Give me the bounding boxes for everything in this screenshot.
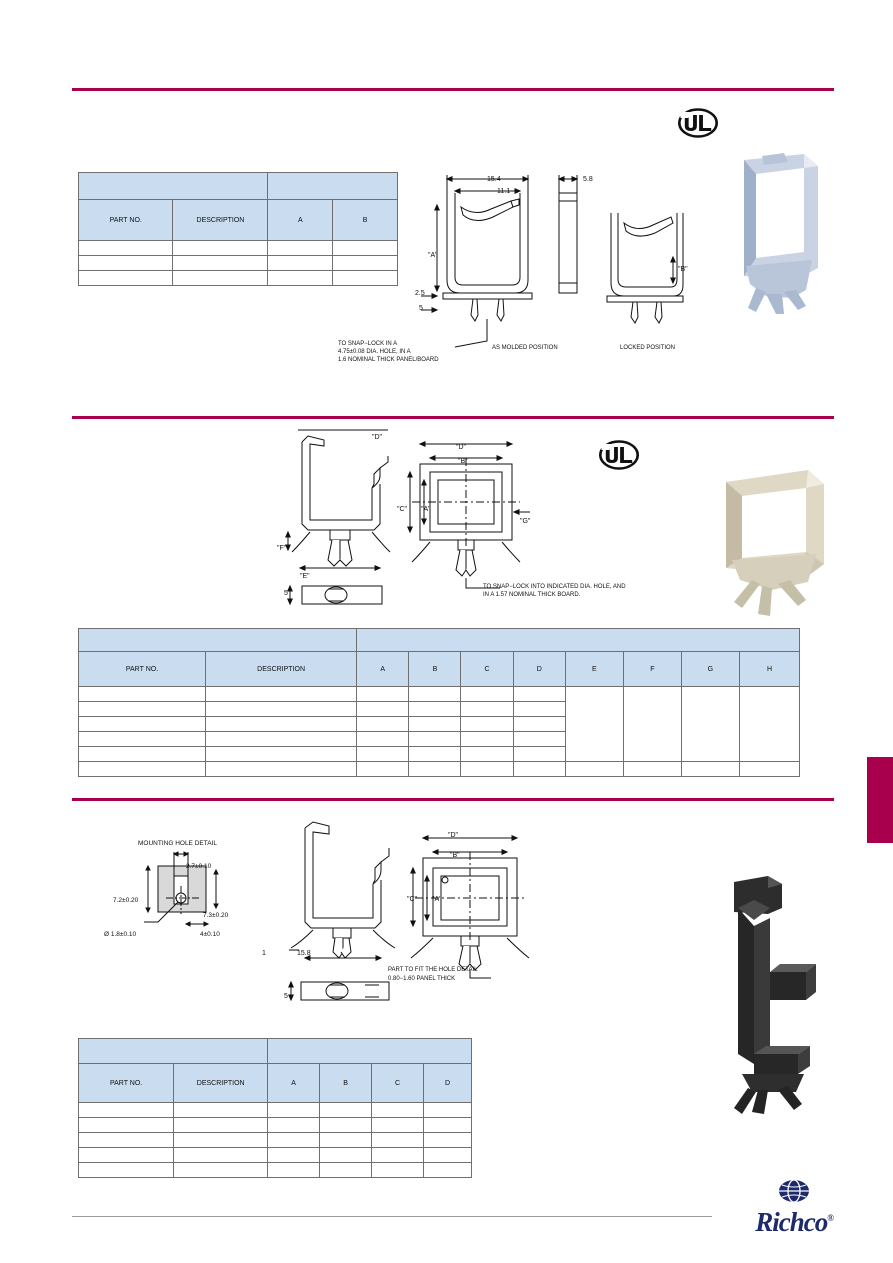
cell [372,1148,424,1163]
globe-icon [777,1178,811,1204]
cell [681,762,739,777]
header-cell-b: B [320,1064,372,1103]
dim-label-g: "G" [520,518,531,525]
dim-label-c: "C" [397,506,408,513]
dim-label: 5.8 [583,176,593,183]
cell [268,1133,320,1148]
cell [79,747,206,762]
cell [357,717,409,732]
cell [268,1103,320,1118]
cell [206,717,357,732]
drawing-mounting-hole-detail [100,818,270,948]
note-snap-lock-2-line2: IN A 1.57 NOMINAL THICK BOARD. [483,592,581,598]
cell [357,687,409,702]
table-section-3-head [79,1039,472,1103]
dim-label-5: 5 [284,590,288,597]
header-cell-description: DESCRIPTION [174,1064,268,1103]
cell [333,256,398,271]
cell [513,732,565,747]
note-hole-detail-line2: 0.80−1.60 PANEL THICK [388,976,456,982]
cell [268,256,333,271]
table-row [79,629,800,652]
divider-top [72,88,834,91]
table-row [79,271,398,286]
cell-merged-e [565,687,623,762]
cell [268,1148,320,1163]
cell [174,1148,268,1163]
product-photo-section-3 [712,868,822,1118]
cell [79,1103,174,1118]
cell [409,687,461,702]
cell [206,702,357,717]
cell [320,1148,372,1163]
header-cell-d: D [513,652,565,687]
table-section-2 [78,628,800,777]
dim-2-7: 2.7±0.10 [186,863,212,870]
dim-label: 5 [419,305,423,312]
cell [320,1163,372,1178]
cell [79,687,206,702]
dim-label-e: "E" [300,573,310,580]
cell [565,762,623,777]
dim-label: 2.5 [415,290,425,297]
dim-15-8: 15.8 [297,950,311,957]
brand-name: Richco [755,1207,828,1237]
header-cell [79,173,268,200]
header-cell [79,1039,268,1064]
cell [320,1133,372,1148]
drawing-section-1 [415,165,685,365]
cell [333,271,398,286]
dim-label-a: "A" [428,252,438,259]
cell [372,1163,424,1178]
header-cell-a: A [268,200,333,241]
dim-label-a3: "A" [432,896,442,903]
header-cell-part-no: PART NO. [79,652,206,687]
note-snap-lock-line3: 1.6 NOMINAL THICK PANEL/BOARD [338,357,439,363]
ul-listed-icon-2 [598,440,640,477]
dim-label-b: "B" [458,458,468,465]
header-cell [268,1039,472,1064]
cell [513,762,565,777]
cell [461,702,513,717]
header-cell-h: H [739,652,799,687]
cell-merged-h [739,687,799,762]
cell [268,1118,320,1133]
table-row [79,173,398,200]
divider-bottom [72,798,834,801]
cell [79,1133,174,1148]
cell [461,747,513,762]
product-photo-section-1 [726,148,826,318]
note-locked-position: LOCKED POSITION [620,345,676,351]
cell [320,1118,372,1133]
cell [513,687,565,702]
header-cell-f: F [623,652,681,687]
note-snap-lock-2-line1: TO SNAP−LOCK INTO INDICATED DIA. HOLE, AND [483,584,626,590]
cell [461,717,513,732]
cell [79,762,206,777]
cell [268,241,333,256]
table-row [79,241,398,256]
dim-5: 5 [284,993,288,1000]
cell [79,1148,174,1163]
cell [461,732,513,747]
dim-7-2: 7.2±0.20 [113,897,139,904]
cell [372,1103,424,1118]
dim-1: 1 [262,950,266,957]
dim-label: 15.4 [487,176,501,183]
cell [409,732,461,747]
cell [372,1118,424,1133]
dim-label-d3: "D" [448,832,459,839]
dim-7-3: 7.3±0.20 [203,912,229,919]
cell [79,241,173,256]
cell [357,732,409,747]
cell [79,271,173,286]
cell-merged-f [623,687,681,762]
dim-4: 4±0.10 [200,931,220,938]
table-row [79,1163,472,1178]
cell [513,747,565,762]
page-section-tab [867,757,893,843]
cell [173,241,268,256]
product-photo-section-2 [712,460,832,620]
cell [423,1163,471,1178]
cell [206,747,357,762]
ul-mark-svg [677,108,719,138]
dim-label-b3: "B" [450,852,460,859]
cell [461,762,513,777]
dim-label: 11.1 [497,188,511,195]
ul-listed-icon [677,108,719,145]
dim-label-c3: "C" [407,896,418,903]
brand-registered: ® [827,1213,833,1223]
cell [174,1163,268,1178]
header-cell-b: B [333,200,398,241]
cell [174,1118,268,1133]
table-row [79,1148,472,1163]
dim-label-d2: "D" [456,444,467,451]
table-section-2-body [79,687,800,777]
cell [206,732,357,747]
cell-merged-g [681,687,739,762]
cell [423,1133,471,1148]
cell [357,702,409,717]
note-snap-lock-line1: TO SNAP−LOCK IN A [338,341,398,347]
cell [173,271,268,286]
table-row [79,762,800,777]
cell [623,762,681,777]
header-cell-a: A [268,1064,320,1103]
header-cell-b: B [409,652,461,687]
cell [79,256,173,271]
header-cell-part-no: PART NO. [79,200,173,241]
cell [357,747,409,762]
cell [333,241,398,256]
cell [409,762,461,777]
cell [268,271,333,286]
globe-icon-svg [777,1178,811,1204]
cell [174,1133,268,1148]
table-row [79,1039,472,1064]
header-cell-e: E [565,652,623,687]
cell [173,256,268,271]
table-row [79,1133,472,1148]
header-cell-c: C [461,652,513,687]
header-cell [357,629,800,652]
table-section-1-body [79,241,398,286]
drawing-section-3 [255,818,545,1018]
cell [174,1103,268,1118]
divider-middle [72,416,834,419]
ul-mark-svg [598,440,640,470]
table-section-1-head [79,173,398,241]
dim-label-f: "F" [277,545,287,552]
header-cell [268,173,398,200]
header-cell-a: A [357,652,409,687]
table-section-2-head [79,629,800,687]
dim-label-d: "D" [372,434,383,441]
cell [409,747,461,762]
table-row [79,687,800,702]
divider-footer [72,1216,712,1217]
cell [320,1103,372,1118]
table-section-1 [78,172,398,286]
table-section-3-body [79,1103,472,1178]
header-cell-description: DESCRIPTION [206,652,357,687]
table-section-3 [78,1038,472,1178]
cell [409,702,461,717]
cell [423,1118,471,1133]
header-cell-part-no: PART NO. [79,1064,174,1103]
label-mounting-hole-detail: MOUNTING HOLE DETAIL [138,840,217,847]
table-row [79,1103,472,1118]
cell [423,1148,471,1163]
brand-wordmark [755,1205,833,1235]
cell [79,717,206,732]
table-row [79,1118,472,1133]
cell [739,762,799,777]
cell [79,1118,174,1133]
dim-label-b: "B" [678,266,688,273]
cell [423,1103,471,1118]
note-snap-lock-line2: 4.75±0.08 DIA. HOLE, IN A [338,349,411,355]
cell [268,1163,320,1178]
cell [513,702,565,717]
header-cell-c: C [372,1064,424,1103]
cell [513,717,565,732]
header-cell-g: G [681,652,739,687]
cell [409,717,461,732]
note-as-molded: AS MOLDED POSITION [492,345,558,351]
header-cell-description: DESCRIPTION [173,200,268,241]
cell [79,702,206,717]
cell [206,762,357,777]
header-cell [79,629,357,652]
table-row [79,652,800,687]
cell [79,1163,174,1178]
header-cell-d: D [423,1064,471,1103]
cell [206,687,357,702]
table-row [79,256,398,271]
dim-label-a: "A" [421,506,431,513]
brand-logo [755,1178,833,1235]
table-row [79,200,398,241]
cell [461,687,513,702]
cell [79,732,206,747]
cell [372,1133,424,1148]
table-row [79,1064,472,1103]
cell [357,762,409,777]
dim-dia-1-8: Ø 1.8±0.10 [104,931,137,938]
note-hole-detail-line1: PART TO FIT THE HOLE DETAIL [388,967,478,973]
